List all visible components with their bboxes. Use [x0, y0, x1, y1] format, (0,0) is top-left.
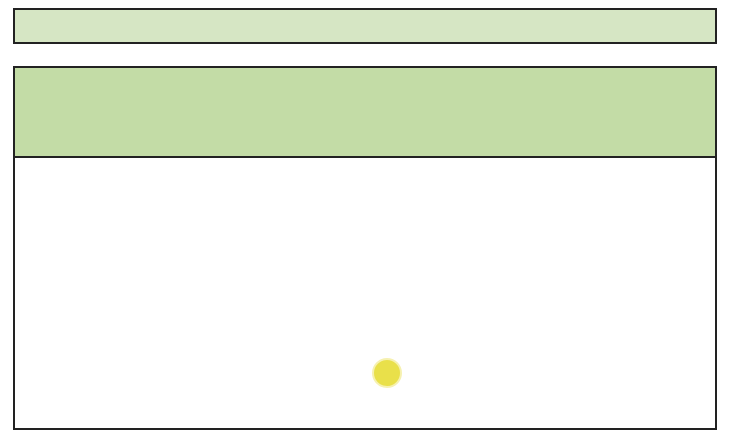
table-title [13, 8, 717, 44]
table-header-row [15, 68, 715, 158]
aid-table [13, 66, 717, 430]
